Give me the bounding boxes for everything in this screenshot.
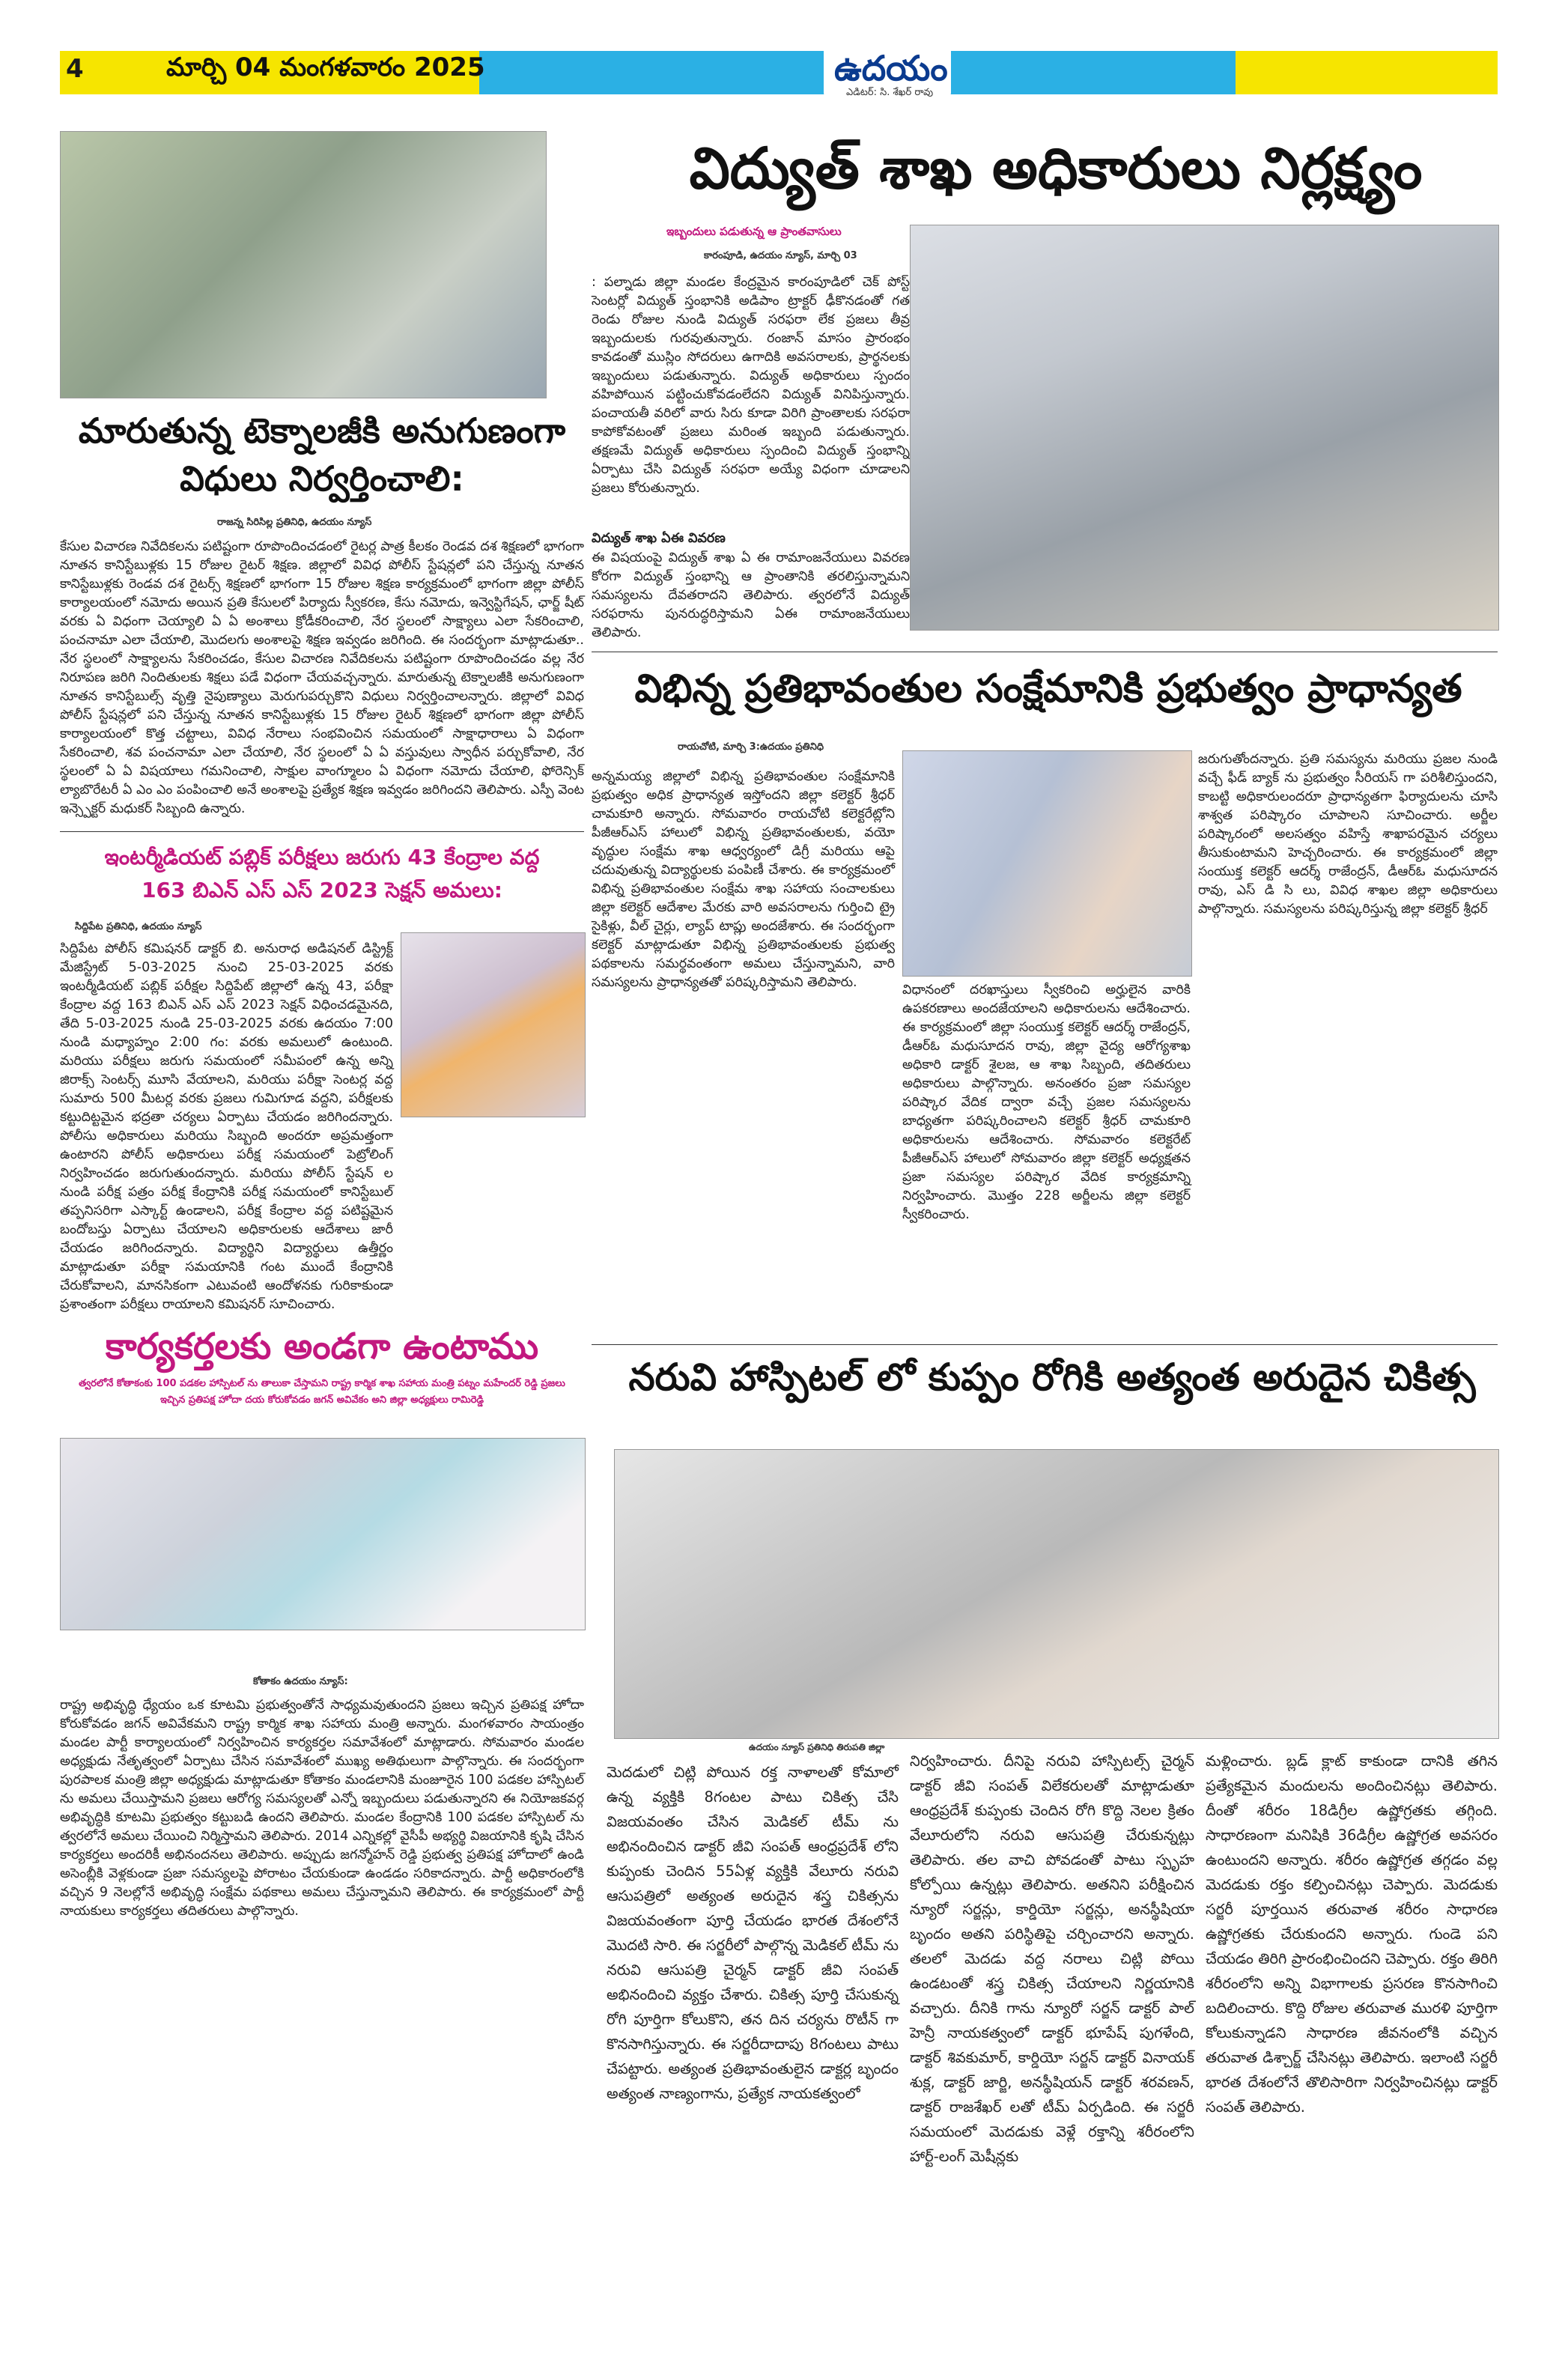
naruvi-col1: మెదడులో చిట్లి పోయిన రక్త నాళాలతో కోమాలో ఉన్న వ్యక్తికి 8గంటల పాటు చికిత్స చేసి విజయవంతం చేసిన మెడికల్ టీమ్ ను అభినందించిన డాక్టర్ జీవి సంపత్ ఆంధ్రప్రదేశ్ లోని కుప్పంకు చెందిన 55ఏళ్ల వ్యక్తికి వేలూరు నరువి ఆసుపత్రిలో అత్యంత అరుదైన శస్త్ర చికిత్సను విజయవంతంగా పూర్తి చేయడం భారత దేశంలోనే మొదటి సారి. ఈ సర్జరీలో పాల్గొన్న మెడికల్ టీమ్ ను నరువి ఆసుపత్రి చైర్మన్ డాక్టర్ జీవి సంపత్ అభినందించి వ్యక్తం చేశారు. చికిత్స పూర్తి చేసుకున్న రోగి పూర్తిగా కోలుకొని, తన దిన చర్యను రొటీన్ గా కొనసాగిస్తున్నారు. ఈ సర్జరీదాదాపు 8గంటలు పాటు చేపట్టారు. అత్యంత ప్రతిభావంతులైన డాక్టర్ల బృందం అత్యంత నాణ్యంగాను, ప్రత్యేక నాయకత్వంలో	[607, 1764, 899, 2102]
page-number: 4	[66, 54, 84, 84]
dateline-electricity: కారంపూడి, ఉదయం న్యూస్, మార్చి 03	[704, 250, 857, 261]
byline-workers: కోతాకం ఉదయం న్యూస్:	[253, 1676, 348, 1687]
hospital-team-photo	[614, 1449, 1499, 1739]
body-exams-cont	[60, 1127, 584, 1303]
body-electricity-ae: ఈ విషయంపై విద్యుత్ శాఖ ఏ ఈ రామాంజనేయులు వివరణ కోరగా విద్యుత్ స్తంభాన్ని ఆ ప్రాంతానికి తరలిస్తున్నామని సమస్యలను దేవతరాదని తెలిపారు. త్వరలోనే విద్యుత్ సరఫరాను పునరుద్ధరిస్తామని ఏఈ రామాంజనేయులు తెలిపారు.	[592, 550, 910, 640]
byline-technology: రాజన్న సిరిసిల్ల ప్రతినిధి, ఉదయం న్యూస్	[217, 517, 372, 528]
body-exams: సిద్దిపేట పోలీస్ కమిషనర్ డాక్టర్ బి. అనురాధ అడిషనల్ డిస్ట్రిక్ట్ మేజిస్ట్రేట్ 5-03-2025 నుంచి 25-03-2025 వరకు ఇంటర్మీడియట్ పబ్లిక్ పరీక్షల సిద్దిపేట్ జిల్లాలో ఉన్న 43, పరీక్షా కేంద్రాల వద్ద 163 బిఎన్ ఎస్ ఎస్ 2023 సెక్షన్ విధించడమైనది, తేది 5-03-2025 నుండి 25-03-2025 వరకు ఉదయం 7:00 నుండి మధ్యాహ్నం 2:00 గం: వరకు అమలులో ఉంటుంది. మరియు పరీక్షలు జరుగు సమయంలో సమీపంలో ఉన్న అన్ని జిరాక్స్ సెంటర్స్ మూసి వేయాలని, మరియు పరీక్షా సెంటర్ల వద్ద సుమారు 500 మీటర్ల వరకు ప్రజలు గుమిగూడ వద్దని, పరీక్షలకు కట్టుదిట్టమైన భద్రతా చర్యలు ఏర్పాటు చేయడం జరిగిందన్నారు. పోలీసు అధికారులు మరియు సిబ్బంది అందరూ అప్రమత్తంగా ఉంటారని పోలీస్ అధికారులు పరీక్ష సమయంలో పెట్రోలింగ్ నిర్వహించడం జరుగుతుందన్నారు. మరియు పోలీస్ స్టేషన్ ల నుండి పరీక్ష పత్రం పరీక్ష కేంద్రానికి పరీక్ష సమయంలో కానిస్టేబుల్ తప్పనిసరిగా ఎస్కార్ట్ ఉండాలని, పరీక్ష కేంద్రాల వద్ద పటిష్టమైన బందోబస్తు ఏర్పాటు చేయాలని అధికారులకు ఆదేశాలు జారీ చేయడం జరిగిందన్నారు. విద్యార్థిని విద్యార్థులు ఉత్తీర్ణం మాట్లాడుతూ పరీక్షా సమయానికి గంట ముందే కేంద్రానికి చేరుకోవాలని, మానసికంగా ఎటువంటి ఆందోళనకు గురికాకుండా ప్రశాంతంగా పరీక్షలు రాయాలని కమిషనర్ సూచించారు.	[60, 941, 393, 1312]
electric-pole-photo	[910, 225, 1499, 631]
headline-exams-2: 163 బిఎన్ ఎస్ ఎస్ 2023 సెక్షన్ అమలు:	[142, 878, 502, 902]
welfare-col1: అన్నమయ్య జిల్లాలో విభిన్న ప్రతిభావంతుల సంక్షేమానికి ప్రభుత్వం అధిక ప్రాధాన్యత ఇస్తోందని జిల్లా కలెక్టర్ శ్రీధర్ చామకూరి అన్నారు. సోమవారం రాయచోటి కలెక్టరేట్లోని పీజీఆర్ఎస్ హాలులో విభిన్న ప్రతిభావంతులకు, వయో వృద్ధుల సంక్షేమ శాఖ ఆధ్వర్యంలో డిగ్రీ మరియు ఆపై చదువుతున్న విద్యార్థులకు పంపిణీ చేశారు. ఈ కార్యక్రమంలో విభిన్న ప్రతిభావంతుల సంక్షేమ శాఖ సహాయ సంచాలకులు జిల్లా కలెక్టర్ ఆదేశాల మేరకు వారి అవసరాలను గుర్తించి ట్రై సైకిళ్లు, వీల్ చైర్లు, ల్యాప్ టాప్లు అందజేశారు. ఈ సందర్భంగా కలెక్టర్ మాట్లాడుతూ విభిన్న ప్రతిభావంతులకు ప్రభుత్వ పథకాలను సమర్థవంతంగా అమలు చేస్తున్నామని, వారి సమస్యలను ప్రాధాన్యతతో పరిష్కరిస్తామని తెలిపారు.	[592, 769, 895, 990]
logo-text: ఉదయం	[834, 48, 948, 88]
byline-welfare: రాయచోటి, మార్చి 3:ఉదయం ప్రతినిధి	[678, 741, 824, 753]
naruvi-col3: మళ్లించారు. బ్లడ్ క్లాట్ కాకుండా దానికి తగిన ప్రత్యేకమైన మందులను అందించినట్లు తెలిపారు. దీంతో శరీరం 18డిగ్రీల ఉష్ణోగ్రతకు తగ్గింది. సాధారణంగా మనిషికి 36డిగ్రీల ఉష్ణోగ్రత అవసరం ఉంటుందని అన్నారు. శరీరం ఉష్ణోగ్రత తగ్గడం వల్ల మెదడుకు రక్తం కల్పించినట్లు చెప్పారు. మెదడుకు సర్జరీ పూర్తయిన తరువాత శరీరం సాధారణ ఉష్ణోగ్రతకు చేరుకుందని అన్నారు. గుండె పని చేయడం తిరిగి ప్రారంభించిందని చెప్పారు. రక్తం తిరిగి శరీరంలోని అన్ని విభాగాలకు ప్రసరణ కొనసాగించి బదిలించారు. కొద్ది రోజుల తరువాత మురళి పూర్తిగా కోలుకున్నాడని సాధారణ జీవనంలోకి వచ్చిన తరువాత డిశ్చార్జ్ చేసినట్లు తెలిపారు. ఇలాంటి సర్జరీ భారత దేశంలోనే తొలిసారిగా నిర్వహించినట్లు డాక్టర్ సంపత్ తెలిపారు.	[1206, 1752, 1498, 2116]
collector-meeting-photo	[902, 750, 1192, 977]
police-field-photo	[60, 131, 547, 398]
caption-naruvi: ఉదయం న్యూస్ ప్రతినిధి తిరుపతి జిల్లా	[749, 1742, 885, 1752]
byline-exams: సిద్దిపేట ప్రతినిధి, ఉదయం న్యూస్	[75, 921, 202, 932]
divider	[592, 1344, 1498, 1345]
headline-naruvi: నరువి హాస్పిటల్ లో కుప్పం రోగికి అత్యంత అరుదైన చికిత్స	[628, 1355, 1476, 1399]
header-yellow-band-right	[1236, 51, 1498, 94]
felicitation-photo	[60, 1438, 586, 1630]
headline-technology-1: మారుతున్న టెక్నాలజీకి అనుగుణంగా	[78, 410, 566, 451]
headline-electricity: విద్యుత్ శాఖ అధికారులు నిర్లక్ష్యం	[689, 135, 1423, 201]
headline-workers: కార్యకర్తలకు అండగా ఉంటాము	[105, 1326, 539, 1367]
sub-workers-1: త్వరలోనే కోతాకంకు 100 పడకల హాస్పిటల్ ను తాలుకా చేస్తామని రాష్ట్ర కార్మిక శాఖ సహాయ మంత్రి పట్నం మహేందర్ రెడ్డి ప్రజలు	[79, 1378, 565, 1389]
body-workers: రాష్ట్ర అభివృద్ధి ధ్యేయం ఒక కూటమి ప్రభుత్వంతోనే సాధ్యమవుతుందని ప్రజలు ఇచ్చిన ప్రతిపక్ష హోదా కోరుకోవడం జగన్ అవివేకమని రాష్ట్ర కార్మిక శాఖ సహాయ మంత్రి అన్నారు. మంగళవారం సాయంత్రం మండల పార్టీ కార్యాలయంలో నిర్వహించిన కార్యకర్తల సమావేశంలో మాట్లాడారు. సోమవారం మండల అధ్యక్షుడు నేతృత్వంలో ఏర్పాటు చేసిన సమావేశంలో ముఖ్య అతిథులుగా పాల్గొన్నారు. ఈ సందర్భంగా పురపాలక మంత్రి జిల్లా అధ్యక్షుడు మాట్లాడుతూ కోతాకం మండలానికి మంజూరైన 100 పడకల హాస్పిటల్ ను అమలు చేయిస్తామని ప్రజలు ఆరోగ్య సమస్యలతో ఎన్నో ఇబ్బందులు పడుతున్నారని ఈ నియోజకవర్గ అభివృద్ధికి కూటమి ప్రభుత్వం కట్టుబడి ఉందని తెలిపారు. మండల కేంద్రానికి 100 పడకల హాస్పిటల్ ను త్వరలోనే అమలు చేయించి నిర్మిస్తామని తెలిపారు. 2014 ఎన్నికల్లో వైసీపీ అభ్యర్థి విజయానికి కృషి చేసిన కార్యకర్తలు అందరికీ అభినందనలు తెలిపారు. అప్పుడు జగన్మోహన్ రెడ్డి ప్రభుత్వ ప్రతిపక్ష హోదాలో ఉండి అసెంబ్లీకి వెళ్లకుండా ప్రజా సమస్యలపై పోరాటం చేయకుండా ఉండడం సరికాదన్నారు. పార్టీ అధికారంలోకి వచ్చిన 9 నెలల్లోనే అభివృద్ధి సంక్షేమ పథకాలు అమలు చేస్తున్నామని తెలిపారు. ఈ కార్యక్రమంలో పార్టీ నాయకులు కార్యకర్తలు తదితరులు పాల్గొన్నారు.	[60, 1698, 584, 1919]
naruvi-col2: నిర్వహించారు. దీనిపై నరువి హాస్పిటల్స్ చైర్మన్ డాక్టర్ జీవి సంపత్ విలేకరులతో మాట్లాడుతూ ఆంధ్రప్రదేశ్ కుప్పంకు చెందిన రోగి కొద్ది నెలల క్రితం వేలూరులోని నరువి ఆసుపత్రి చేరుకున్నట్లు తెలిపారు. తల వాచి పోవడంతో పాటు స్పృహ కోల్పోయి ఉన్నట్లు తెలిపారు. అతనిని పరీక్షించిన న్యూరో సర్జన్లు, కార్డియో సర్జన్లు, అనస్థీషియా బృందం అతని పరిస్థితిపై చర్చించారని అన్నారు. తలలో మెదడు వద్ద నరాలు చిట్లి పోయి ఉండటంతో శస్త్ర చికిత్స చేయాలని నిర్ణయానికి వచ్చారు. దీనికి గాను న్యూరో సర్జన్ డాక్టర్ పాల్ హెన్రీ నాయకత్వంలో డాక్టర్ భూపేష్ పుగళేంది, డాక్టర్ శివకుమార్, కార్డియో సర్జన్ డాక్టర్ వినాయక్ శుక్ల, డాక్టర్ జార్జి, అనస్థీషియన్ డాక్టర్ శరవణన్, డాక్టర్ రాజశేఖర్ లతో టీమ్ ఏర్పడింది. ఈ సర్జరీ సమయంలో మెదడుకు వెళ్లే రక్తాన్ని శరీరంలోని హార్ట్-లంగ్ మెషీన్లకు	[910, 1752, 1194, 2165]
kicker-electricity: ఇబ్బందులు పడుతున్న ఆ ప్రాంతవాసులు	[666, 225, 842, 238]
body-electricity-sub: విద్యుత్ శాఖ ఏఈ వివరణ	[592, 531, 726, 546]
body-technology: కేసుల విచారణ నివేదికలను పటిష్టంగా రూపొందించడంలో రైటర్ల పాత్ర కీలకం రెండవ దశ శిక్షణలో భాగంగా నూతన కానిస్టేబుళ్లకు 15 రోజుల రైటర్ శిక్షణ. జిల్లాలో వివిధ పోలీస్ స్టేషన్లలో పని చేస్తున్న నూతన కానిస్టేబుళ్లకు రెండవ దశ రైటర్స్ శిక్షణలో భాగంగా 15 రోజుల శిక్షణ కార్యక్రమంలో భాగంగా జిల్లా పోలీస్ కార్యాలయంలో నమోదు అయిన ప్రతి కేసులలో పిర్యాదు స్వీకరణ, కేసు నమోదు, ఇన్వెస్టిగేషన్, ఛార్జ్ షీట్ వరకు ఏ విధంగా చెయ్యాలి ఏ ఏ అంశాలు క్రోడీకరించాలి, నేర స్థలంలో సాక్ష్యాలు ఎలా సేకరించాలి, పంచనామా ఎలా చేయాలి, మొదలగు అంశాలపై శిక్షణ ఇవ్వడం జరిగింది. ఈ సందర్భంగా మాట్లాడుతూ.. నేర స్థలంలో సాక్ష్యాలను సేకరించడం, కేసుల విచారణ నివేదికలను పటిష్టంగా రూపొందించడం వల్ల నేర నిరూపణ జరిగి నిందితులకు శిక్షలు పడే విధంగా చేయవచ్చన్నారు. మారుతున్న టెక్నాలజీకి అనుగుణంగా నూతన కానిస్టేబుల్స్ వృత్తి నైపుణ్యాలు మెరుగుపర్చుకొని విధులు నిర్వర్తించాలన్నారు. జిల్లాలో వివిధ పోలీస్ స్టేషన్లలో పని చేస్తున్న నూతన కానిస్టేబుళ్లకు 15 రోజుల రైటర్ శిక్షణలో భాగంగా జిల్లా పోలీస్ కార్యాలయంలో కొత్త చట్టాలు, వివిధ నేరాలు సంభవించిన సమయంలో సాక్షాధారాలు ఏ విధంగా సేకరించాలి, శవ పంచనామా ఎలా చేయాలి, నేర స్థలంలో ఏ ఏ వస్తువులు స్వాధీన పర్చుకోవాలి, నేర స్థలంలో ఏ ఏ విషయాలు గమనించాలి, సాక్షుల వాంగ్మూలం ఏ విధంగా నమోదు చేయాలి, ఫోరెన్సిక్ ల్యాబొరేటరీ ఏ ఎం ఎం పంపించాలి అనే అంశాలపై ప్రత్యేక శిక్షణ ఇవ్వడం జరిగిందని తెలిపారు. ఎస్పీ వెంట ఇన్స్పెక్టర్ మధుకర్ సిబ్బంది ఉన్నారు.	[60, 539, 584, 816]
logo-sub: ఎడిటర్: సి. శేఖర్ రావు	[846, 87, 934, 98]
welfare-col2: విధానంలో దరఖాస్తులు స్వీకరించి అర్హులైన వారికి ఉపకరణాలు అందజేయాలని అధికారులను ఆదేశించారు. ఈ కార్యక్రమంలో జిల్లా సంయుక్త కలెక్టర్ ఆదర్శ్ రాజేంద్రన్, డీఆర్ఓ మధుసూదన రావు, జిల్లా వైద్య ఆరోగ్యశాఖ అధికారి డాక్టర్ శైలజ, ఆ శాఖ సిబ్బంది, తదితరులు అధికారులు పాల్గొన్నారు. అనంతరం ప్రజా సమస్యల పరిష్కార వేదిక ద్వారా వచ్చే ప్రజల సమస్యలను బాధ్యతగా పరిష్కరించాలని కలెక్టర్ శ్రీధర్ చామకూరి అధికారులను ఆదేశించారు. సోమవారం కలెక్టరేట్ పీజీఆర్ఎస్ హాలులో సోమవారం జిల్లా కలెక్టర్ అధ్యక్షతన ప్రజా సమస్యల పరిష్కార వేదిక కార్యక్రమాన్ని నిర్వహించారు. మొత్తం 228 అర్జీలను జిల్లా కలెక్టర్ స్వీకరించారు.	[902, 983, 1191, 1222]
headline-exams-1: ఇంటర్మీడియట్ పబ్లిక్ పరీక్షలు జరుగు 43 కేంద్రాల వద్ద	[104, 845, 540, 869]
sub-workers-2: ఇచ్చిన ప్రతిపక్ష హోదా దయ కోరుకోవడం జగన్ అవివేకం అని జిల్లా అధ్యక్షులు రామిరెడ్డి	[159, 1394, 484, 1406]
commissioner-photo	[401, 932, 586, 1117]
body-electricity: : పల్నాడు జిల్లా మండల కేంద్రమైన కారంపూడిలో చెక్ పోస్ట్ సెంటర్లో విద్యుత్ స్తంభానికి అడిపాం ట్రాక్టర్ ఢీకొనడంతో గత రెండు రోజుల నుండి విద్యుత్ సరఫరా లేక ప్రజలు తీవ్ర ఇబ్బందులకు గురవుతున్నారు. రంజాన్ మాసం ప్రారంభం కావడంతో ముస్లిం సోదరులు ఉగాదికి అవసరాలకు, ప్రార్థనలకు ఇబ్బందులు పడుతున్నారు. విద్యుత్ అధికారులు స్పందం వహిపోయిన పట్టించుకోవడంలేదని విద్యుత్ వినిపిస్తున్నారు. పంచాయతీ వరిలో వారు సిరు కూడా విరిగి ప్రాంతాలకు సరఫరా కాపోకోవటంతో ప్రజలు మరింత ఇబ్బంది పడుతున్నారు. తక్షణమే విద్యుత్ అధికారులు స్పందించి విద్యుత్ స్తంభాన్ని ఏర్పాటు చేసి విద్యుత్ సరఫరా అయ్యే విధంగా చూడాలని ప్రజలు కోరుతున్నారు.	[592, 275, 910, 496]
headline-technology-2: విధులు నిర్వర్తించాలి:	[180, 458, 464, 499]
headline-welfare: విభిన్న ప్రతిభావంతుల సంక్షేమానికి ప్రభుత్వం ప్రాధాన్యత	[634, 667, 1462, 711]
date-line: మార్చి 04 మంగళవారం 2025	[166, 52, 485, 82]
welfare-col3: జరుగుతోందన్నారు. ప్రతి సమస్యను మరియు ప్రజల నుండి వచ్చే ఫీడ్ బ్యాక్ ను ప్రభుత్వం సీరియస్ గా పరిశీలిస్తుందని, కాబట్టి అధికారులందరూ ప్రాధాన్యతగా ఫిర్యాదులను చూసి శాశ్వత పరిష్కారం చూపాలని సూచించారు. అర్జీల పరిష్కారంలో అలసత్వం వహిస్తే శాఖాపరమైన చర్యలు తీసుకుంటామని హెచ్చరించారు. ఈ కార్యక్రమంలో జిల్లా సంయుక్త కలెక్టర్ ఆదర్శ్ రాజేంద్రన్, డీఆర్ఓ మధుసూదన రావు, ఎస్ డి సి లు, వివిధ శాఖల జిల్లా అధికారులు పాల్గొన్నారు. సమస్యలను పరిష్కరిస్తున్న జిల్లా కలెక్టర్ శ్రీధర్	[1198, 752, 1498, 917]
divider	[60, 831, 584, 832]
